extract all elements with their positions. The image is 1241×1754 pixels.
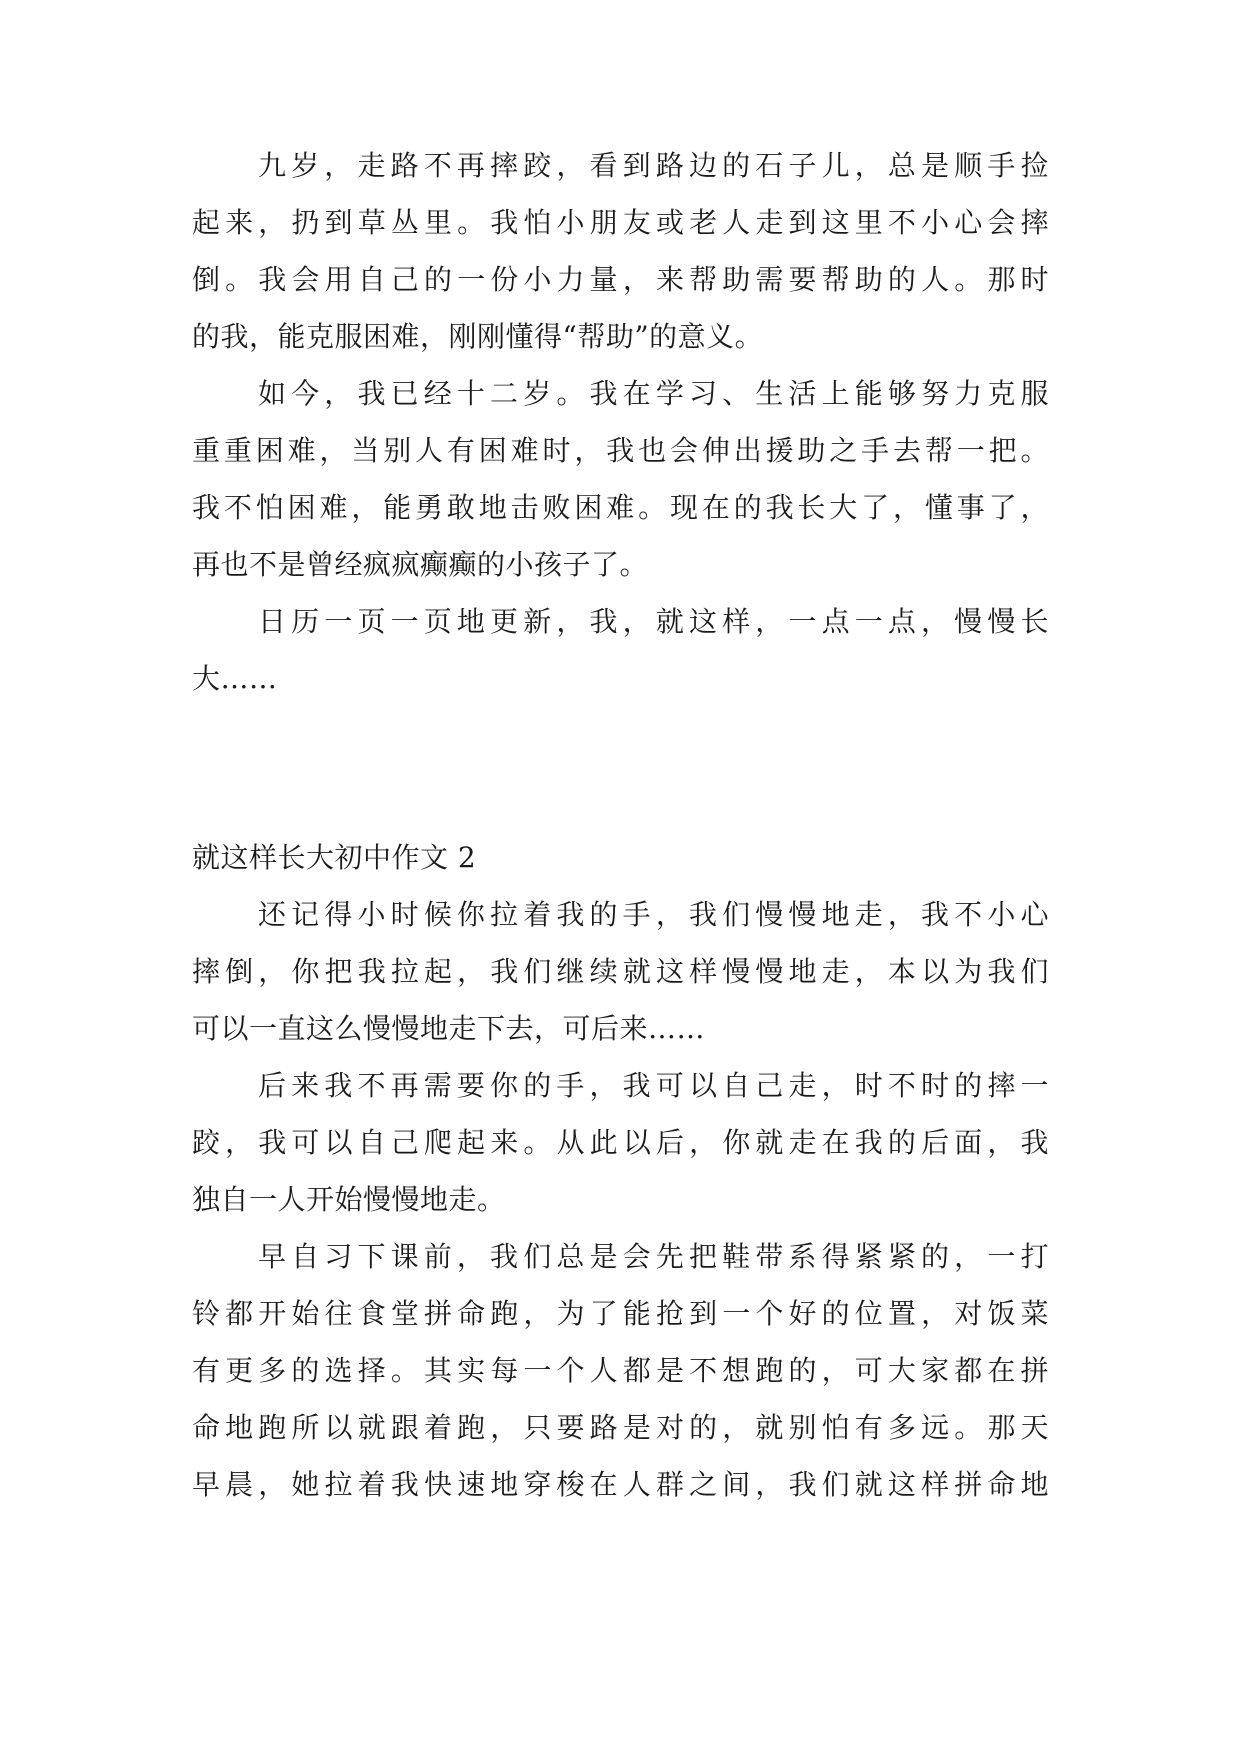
paragraph-line: 摔倒，你把我拉起，我们继续就这样慢慢地走，本以为我们 bbox=[192, 955, 1049, 988]
paragraph-line: 有更多的选择。其实每一个人都是不想跑的，可大家都在拼 bbox=[192, 1354, 1049, 1387]
paragraph-line: 如今，我已经十二岁。我在学习、生活上能够努力克服 bbox=[258, 377, 1049, 410]
paragraph-line: 早晨，她拉着我快速地穿梭在人群之间，我们就这样拼命地 bbox=[192, 1468, 1049, 1501]
paragraph-line: 可以一直这么慢慢地走下去，可后来…… bbox=[192, 1012, 706, 1045]
paragraph-line: 再也不是曾经疯疯癫癫的小孩子了。 bbox=[192, 548, 649, 581]
paragraph-line: 倒。我会用自己的一份小力量，来帮助需要帮助的人。那时 bbox=[192, 263, 1049, 296]
paragraph-line: 铃都开始往食堂拼命跑，为了能抢到一个好的位置，对饭菜 bbox=[192, 1297, 1049, 1330]
paragraph-line: 我不怕困难，能勇敢地击败困难。现在的我长大了，懂事了， bbox=[192, 491, 1049, 524]
paragraph-line: 早自习下课前，我们总是会先把鞋带系得紧紧的，一打 bbox=[258, 1240, 1049, 1273]
section-heading: 就这样长大初中作文 2 bbox=[192, 841, 477, 874]
paragraph-line: 还记得小时候你拉着我的手，我们慢慢地走，我不小心 bbox=[258, 898, 1049, 931]
paragraph-line: 独自一人开始慢慢地走。 bbox=[192, 1183, 506, 1216]
paragraph-line: 起来，扔到草丛里。我怕小朋友或老人走到这里不小心会摔 bbox=[192, 206, 1049, 239]
paragraph-line: 九岁，走路不再摔跤，看到路边的石子儿，总是顺手捡 bbox=[258, 149, 1049, 182]
paragraph-line: 大…… bbox=[192, 662, 278, 695]
paragraph-line: 的我，能克服困难，刚刚懂得“帮助”的意义。 bbox=[192, 320, 764, 353]
paragraph-line: 日历一页一页地更新，我，就这样，一点一点，慢慢长 bbox=[258, 605, 1049, 638]
paragraph-line: 后来我不再需要你的手，我可以自己走，时不时的摔一 bbox=[258, 1069, 1049, 1102]
paragraph-line: 重重困难，当别人有困难时，我也会伸出援助之手去帮一把。 bbox=[192, 434, 1049, 467]
paragraph-line: 命地跑所以就跟着跑，只要路是对的，就别怕有多远。那天 bbox=[192, 1411, 1049, 1444]
paragraph-line: 跤，我可以自己爬起来。从此以后，你就走在我的后面，我 bbox=[192, 1126, 1049, 1159]
